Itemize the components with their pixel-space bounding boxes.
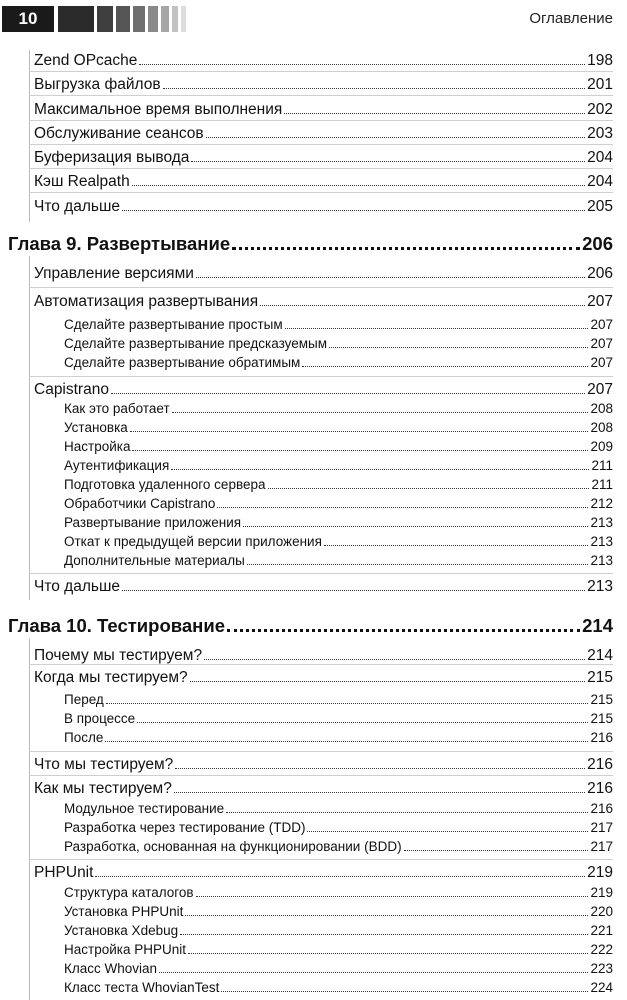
- toc-entry-title: Разработка через тестирование (TDD): [64, 820, 306, 835]
- toc-subsection[interactable]: [64, 820, 613, 835]
- toc-section[interactable]: [34, 125, 613, 143]
- toc-chapter[interactable]: [8, 615, 613, 637]
- dot-leader: [260, 296, 585, 306]
- toc-subsection[interactable]: [64, 458, 613, 473]
- toc-entry-page: 208: [590, 401, 613, 416]
- toc-subsection[interactable]: [64, 711, 613, 726]
- toc-entry-title: Управление версиями: [34, 265, 194, 282]
- dot-leader: [227, 618, 580, 632]
- toc-entry-title: Сделайте развертывание простым: [64, 317, 283, 332]
- toc-entry-page: 214: [582, 615, 613, 636]
- toc-subsection[interactable]: [64, 904, 613, 919]
- dot-leader: [191, 152, 585, 162]
- toc-entry-page: 206: [582, 233, 613, 254]
- toc-entry-page: 207: [587, 381, 613, 398]
- toc-entry-title: Сделайте развертывание обратимым: [64, 355, 301, 370]
- toc-entry-title: Класс теста WhovianTest: [64, 980, 220, 995]
- toc-section[interactable]: [34, 669, 613, 687]
- dot-leader: [175, 759, 585, 769]
- toc-entry-title: Модульное тестирование: [64, 801, 225, 816]
- dot-leader: [404, 842, 589, 851]
- toc-entry-title: Структура каталогов: [64, 885, 194, 900]
- toc-subsection[interactable]: [64, 515, 613, 530]
- toc-entry-page: 222: [590, 942, 613, 957]
- toc-entry-page: 224: [590, 980, 613, 995]
- dot-leader: [285, 320, 589, 329]
- toc-subsection[interactable]: [64, 355, 613, 370]
- toc-entry-page: 220: [590, 904, 613, 919]
- toc-section[interactable]: [34, 578, 613, 596]
- toc-subsection[interactable]: [64, 801, 613, 816]
- toc-entry-page: 203: [587, 125, 613, 142]
- toc-section[interactable]: [34, 173, 613, 191]
- toc-entry-title: Настройка: [64, 439, 131, 454]
- row-separator: [29, 775, 613, 776]
- toc-entry-title: Буферизация вывода: [34, 149, 190, 166]
- dot-leader: [247, 556, 589, 565]
- toc-entry-page: 208: [590, 420, 613, 435]
- toc-entry-title: Zend OPcache: [34, 52, 138, 69]
- header-bar: [97, 6, 113, 32]
- row-separator: [29, 751, 613, 752]
- toc-entry-title: Максимальное время выполнения: [34, 101, 283, 118]
- toc-section[interactable]: [34, 76, 613, 94]
- toc-entry-title: Дополнительные материалы: [64, 553, 245, 568]
- toc-entry-title: Развертывание приложения: [64, 515, 242, 530]
- toc-entry-title: Глава 10. Тестирование: [8, 615, 226, 636]
- toc-subsection[interactable]: [64, 730, 613, 745]
- toc-entry-title: PHPUnit: [34, 864, 94, 881]
- dot-leader: [268, 480, 590, 489]
- dot-leader: [204, 650, 585, 660]
- toc-entry-title: Откат к предыдущей версии приложения: [64, 534, 322, 549]
- toc-entry-page: 219: [590, 885, 613, 900]
- dot-leader: [221, 983, 588, 992]
- toc-subsection[interactable]: [64, 923, 613, 938]
- section-title: Оглавление: [529, 10, 613, 27]
- dot-leader: [130, 423, 589, 432]
- row-separator: [29, 144, 613, 145]
- toc-entry-title: Установка Xdebug: [64, 923, 179, 938]
- dot-leader: [188, 945, 588, 954]
- header-bar: [133, 6, 145, 32]
- toc-entry-title: Что дальше: [34, 578, 121, 595]
- toc-entry-title: Автоматизация развертывания: [34, 293, 259, 310]
- toc-entry-page: 214: [587, 647, 613, 664]
- toc-section[interactable]: [34, 293, 613, 311]
- toc-entry-title: Установка: [64, 420, 128, 435]
- toc-entry-title: Обслуживание сеансов: [34, 125, 204, 142]
- toc-entry-page: 213: [590, 515, 613, 530]
- toc-entry-title: После: [64, 730, 104, 745]
- toc-entry-title: Когда мы тестируем?: [34, 669, 188, 686]
- page-header: [0, 0, 627, 36]
- toc-subsection[interactable]: [64, 401, 613, 416]
- toc-entry-title: Обработчики Capistrano: [64, 496, 216, 511]
- row-separator: [29, 95, 613, 96]
- toc-entry-page: 198: [587, 52, 613, 69]
- dot-leader: [226, 804, 588, 813]
- dot-leader: [174, 783, 585, 793]
- toc-entry-title: Что дальше: [34, 198, 121, 215]
- header-bar: [116, 6, 130, 32]
- toc-entry-page: 213: [590, 553, 613, 568]
- dot-leader: [217, 499, 588, 508]
- row-separator: [29, 573, 613, 574]
- toc-section[interactable]: [34, 198, 613, 216]
- toc-entry-title: Аутентификация: [64, 458, 170, 473]
- toc-entry-page: 219: [587, 864, 613, 881]
- toc-subsection[interactable]: [64, 961, 613, 976]
- toc-entry-page: 213: [590, 534, 613, 549]
- toc-entry-title: Глава 9. Развертывание: [8, 233, 231, 254]
- toc-subsection[interactable]: [64, 980, 613, 995]
- toc-entry-page: 207: [590, 355, 613, 370]
- dot-leader: [111, 384, 585, 394]
- toc-entry-page: 215: [590, 692, 613, 707]
- toc-entry-page: 223: [590, 961, 613, 976]
- toc-subsection[interactable]: [64, 885, 613, 900]
- toc-entry-title: Почему мы тестируем?: [34, 647, 203, 664]
- toc-subsection[interactable]: [64, 839, 613, 854]
- toc-entry-page: 209: [590, 439, 613, 454]
- row-separator: [29, 71, 613, 72]
- dot-leader: [307, 823, 588, 832]
- toc-entry-page: 215: [590, 711, 613, 726]
- toc-entry-title: Capistrano: [34, 381, 109, 398]
- row-separator: [29, 168, 613, 169]
- toc-entry-title: В процессе: [64, 711, 136, 726]
- toc-section[interactable]: [34, 149, 613, 167]
- toc-entry-title: Класс Whovian: [64, 961, 158, 976]
- indent-guide: [29, 256, 30, 600]
- toc-subsection[interactable]: [64, 534, 613, 549]
- toc-entry-title: Сделайте развертывание предсказуемым: [64, 336, 327, 351]
- toc-section[interactable]: [34, 780, 613, 798]
- header-bar: [58, 6, 94, 32]
- toc-subsection[interactable]: [64, 942, 613, 957]
- toc-entry-page: 207: [590, 336, 613, 351]
- dot-leader: [302, 358, 588, 367]
- toc-subsection[interactable]: [64, 439, 613, 454]
- header-bar: [148, 6, 158, 32]
- row-separator: [29, 376, 613, 377]
- dot-leader: [190, 672, 585, 682]
- toc-subsection[interactable]: [64, 420, 613, 435]
- toc-entry-page: 211: [591, 477, 613, 492]
- indent-guide: [29, 50, 30, 222]
- row-separator: [29, 192, 613, 193]
- dot-leader: [206, 128, 585, 138]
- toc-entry-page: 207: [587, 293, 613, 310]
- dot-leader: [196, 268, 585, 278]
- dot-leader: [243, 518, 588, 527]
- toc-section[interactable]: [34, 864, 613, 882]
- toc-entry-page: 216: [590, 730, 613, 745]
- toc-entry-page: 213: [587, 578, 613, 595]
- toc-entry-page: 221: [590, 923, 613, 938]
- toc-subsection[interactable]: [64, 496, 613, 511]
- dot-leader: [163, 79, 586, 89]
- toc-subsection[interactable]: [64, 553, 613, 568]
- toc-entry-page: 211: [591, 458, 613, 473]
- dot-leader: [106, 695, 589, 704]
- toc-subsection[interactable]: [64, 692, 613, 707]
- toc-entry-page: 204: [587, 149, 613, 166]
- row-separator: [29, 664, 613, 665]
- indent-guide: [29, 638, 30, 1000]
- header-decoration-bars: [58, 6, 189, 32]
- toc-entry-page: 216: [587, 780, 613, 797]
- dot-leader: [132, 442, 588, 451]
- toc-entry-page: 202: [587, 101, 613, 118]
- dot-leader: [159, 964, 588, 973]
- toc-entry-page: 215: [587, 669, 613, 686]
- toc-section[interactable]: [34, 756, 613, 774]
- dot-leader: [172, 404, 589, 413]
- toc-entry-page: 206: [587, 265, 613, 282]
- toc-subsection[interactable]: [64, 317, 613, 332]
- dot-leader: [329, 339, 588, 348]
- toc-entry-title: Как это работает: [64, 401, 170, 416]
- toc-entry-page: 207: [590, 317, 613, 332]
- row-separator: [29, 287, 613, 288]
- toc-entry-title: Перед: [64, 692, 104, 707]
- toc-section[interactable]: [34, 265, 613, 283]
- dot-leader: [180, 926, 588, 935]
- page-number: 10: [2, 6, 54, 32]
- header-bar: [181, 6, 186, 32]
- dot-leader: [324, 537, 589, 546]
- dot-leader: [122, 581, 585, 591]
- toc-entry-title: Выгрузка файлов: [34, 76, 161, 93]
- toc-entry-title: Разработка, основанная на функционировании (BDD): [64, 839, 402, 854]
- toc-entry-page: 212: [590, 496, 613, 511]
- toc-entry-page: 217: [590, 839, 613, 854]
- dot-leader: [105, 733, 588, 742]
- dot-leader: [171, 461, 589, 470]
- toc-entry-title: Подготовка удаленного сервера: [64, 477, 266, 492]
- toc-subsection[interactable]: [64, 477, 613, 492]
- header-bar: [161, 6, 169, 32]
- toc-section[interactable]: [34, 101, 613, 119]
- dot-leader: [196, 888, 589, 897]
- toc-entry-page: 201: [587, 76, 613, 93]
- toc-entry-title: Кэш Realpath: [34, 173, 130, 190]
- dot-leader: [284, 104, 585, 114]
- dot-leader: [185, 907, 588, 916]
- toc-entry-page: 216: [587, 756, 613, 773]
- toc-entry-page: 205: [587, 198, 613, 215]
- toc-entry-page: 216: [590, 801, 613, 816]
- toc-entry-title: Как мы тестируем?: [34, 780, 172, 797]
- toc-section[interactable]: [34, 381, 613, 399]
- dot-leader: [95, 867, 585, 877]
- toc-entry-title: Установка PHPUnit: [64, 904, 184, 919]
- dot-leader: [232, 236, 580, 250]
- toc-entry-title: Настройка PHPUnit: [64, 942, 186, 957]
- dot-leader: [132, 176, 585, 186]
- toc-entry-title: Что мы тестируем?: [34, 756, 174, 773]
- row-separator: [29, 120, 613, 121]
- header-bar: [172, 6, 178, 32]
- toc-section[interactable]: [34, 52, 613, 70]
- dot-leader: [122, 201, 585, 211]
- dot-leader: [139, 55, 585, 65]
- toc-entry-page: 204: [587, 173, 613, 190]
- toc-subsection[interactable]: [64, 336, 613, 351]
- dot-leader: [137, 714, 588, 723]
- toc-chapter[interactable]: [8, 233, 613, 255]
- toc-section[interactable]: [34, 647, 613, 665]
- row-separator: [29, 859, 613, 860]
- toc-entry-page: 217: [590, 820, 613, 835]
